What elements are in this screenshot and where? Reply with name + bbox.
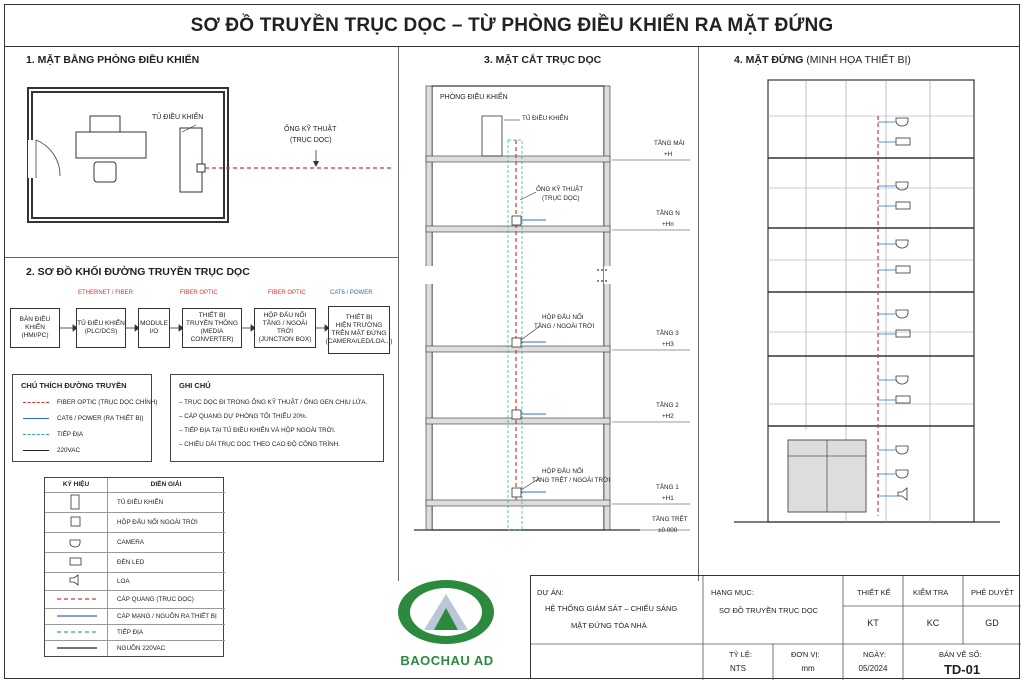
item-value: SƠ ĐỒ TRUYỀN TRỤC DỌC bbox=[719, 606, 819, 615]
sheet-label: BẢN VẼ SỐ: bbox=[939, 650, 982, 659]
symbol-row-cabinet: TỦ ĐIỀU KHIỂN bbox=[45, 492, 225, 512]
level-ground-elev: ±0.000 bbox=[658, 527, 678, 534]
section2-title: 2. SƠ ĐỒ KHỐI ĐƯỜNG TRUYỀN TRỤC DỌC bbox=[26, 266, 250, 278]
sheet-value: TD-01 bbox=[943, 662, 981, 677]
symbol-col1: KÝ HIỆU bbox=[62, 481, 90, 488]
symbol-row-speaker: LOA bbox=[45, 572, 225, 590]
symbol-row-220vac: NGUỒN 220VAC bbox=[45, 640, 225, 656]
level-roof-elev: +H bbox=[664, 151, 673, 158]
date-value: 05/2024 bbox=[858, 664, 888, 673]
level-n-elev: +Hn bbox=[662, 221, 674, 228]
scale-label: TỶ LỆ: bbox=[729, 650, 752, 659]
project-line-1: HỆ THỐNG GIÁM SÁT – CHIẾU SÁNG bbox=[545, 604, 678, 613]
legend-title: CHÚ THÍCH ĐƯỜNG TRUYỀN bbox=[21, 381, 127, 390]
design-label: THIẾT KẾ bbox=[857, 588, 891, 597]
room-label: PHÒNG ĐIỀU KHIỂN bbox=[440, 94, 508, 101]
level-1-elev: +H1 bbox=[662, 495, 674, 502]
level-3-name: TẦNG 3 bbox=[656, 330, 679, 337]
level-2-elev: +H2 bbox=[662, 413, 674, 420]
symbol-row-cat6: CÁP MẠNG / NGUỒN RA THIẾT BỊ bbox=[45, 608, 225, 624]
block-io-module: MODULE I/O bbox=[138, 308, 170, 348]
block-media-converter: THIẾT BỊ TRUYỀN THÔNG (MEDIA CONVERTER) bbox=[182, 308, 242, 348]
block-field-devices: THIẾT BỊ HIỆN TRƯỜNG TRÊN MẶT ĐỨNG (CAMERA/LED/LOA...) bbox=[328, 306, 390, 354]
jb-ground-label-1: HỘP ĐẤU NỐI bbox=[542, 468, 584, 475]
jb-ground-label-2: TẦNG TRỆT / NGOÀI TRỜI bbox=[532, 477, 611, 484]
project-line-2: MẶT ĐỨNG TÒA NHÀ bbox=[571, 621, 647, 630]
symbol-row-fiber: CÁP QUANG (TRỤC DỌC) bbox=[45, 590, 225, 608]
section3-cabinet-label: TỦ ĐIỀU KHIỂN bbox=[522, 115, 569, 122]
section3-duct-label-1: ỐNG KỸ THUẬT bbox=[536, 186, 584, 193]
note-1: – TRỤC DỌC ĐI TRONG ỐNG KỸ THUẬT / ỐNG GEN CHỊU LỬA. bbox=[179, 399, 368, 406]
legend-fiber: FIBER OPTIC (TRỤC DỌC CHÍNH) bbox=[23, 399, 157, 406]
section1-duct-label-1: ỐNG KỸ THUẬT bbox=[284, 126, 337, 133]
section1-title: 1. MẶT BẰNG PHÒNG ĐIỀU KHIỂN bbox=[26, 54, 200, 66]
level-n-name: TẦNG N bbox=[656, 210, 680, 217]
block-control-cabinet: TỦ ĐIỀU KHIỂN (PLC/DCS) bbox=[76, 308, 126, 348]
note-3: – TIẾP ĐỊA TẠI TỦ ĐIỀU KHIỂN VÀ HỘP NGOÀI TRỜI. bbox=[179, 427, 336, 434]
check-label: KIỂM TRA bbox=[913, 588, 949, 597]
jb-floor-label-2: TẦNG / NGOÀI TRỜI bbox=[534, 323, 595, 330]
symbol-row-junction: HỘP ĐẤU NỐI NGOÀI TRỜI bbox=[45, 512, 225, 532]
note-2: – CÁP QUANG DỰ PHÒNG TỐI THIỂU 20%. bbox=[179, 413, 308, 420]
approve-value: GD bbox=[985, 618, 999, 628]
link-label-2: FIBER OPTIC bbox=[180, 290, 218, 296]
symbol-row-ground: TIẾP ĐỊA bbox=[45, 624, 225, 640]
jb-floor-label-1: HỘP ĐẤU NỐI bbox=[542, 314, 584, 321]
unit-value: mm bbox=[801, 664, 815, 673]
section1-cabinet-label: TỦ ĐIỀU KHIỂN bbox=[152, 114, 204, 121]
level-3-elev: +H3 bbox=[662, 341, 674, 348]
project-label: DỰ ÁN: bbox=[537, 588, 564, 597]
level-roof-name: TẦNG MÁI bbox=[654, 140, 685, 147]
check-value: KC bbox=[926, 618, 940, 628]
symbol-row-camera: CAMERA bbox=[45, 532, 225, 552]
section3-duct-label-2: (TRỤC DỌC) bbox=[542, 195, 580, 202]
notes-title: GHI CHÚ bbox=[179, 381, 211, 390]
level-ground-name: TẦNG TRỆT bbox=[652, 516, 688, 523]
section3-title: 3. MẶT CẮT TRỤC DỌC bbox=[484, 54, 602, 66]
block-hmi: BÀN ĐIỀU KHIỂN (HMI/PC) bbox=[10, 308, 60, 348]
note-4: – CHIỀU DÀI TRỤC DỌC THEO CAO ĐỘ CÔNG TRÌNH. bbox=[179, 441, 340, 448]
block-junction-box: HỘP ĐẤU NỐI TẦNG / NGOÀI TRỜI (JUNCTION BOX) bbox=[254, 308, 316, 348]
scale-value: NTS bbox=[730, 664, 746, 673]
symbol-col2: DIỄN GIẢI bbox=[150, 481, 182, 488]
link-label-1: ETHERNET / FIBER bbox=[78, 290, 133, 296]
date-label: NGÀY: bbox=[863, 650, 886, 659]
section4-title: 4. MẶT ĐỨNG (MINH HỌA THIẾT BỊ) bbox=[734, 54, 911, 66]
link-label-4: CAT6 / POWER bbox=[330, 290, 373, 296]
level-1-name: TẦNG 1 bbox=[656, 484, 679, 491]
title-block bbox=[530, 575, 1020, 679]
design-value: KT bbox=[867, 618, 879, 628]
section1-duct-label-2: (TRỤC DỌC) bbox=[290, 137, 332, 144]
legend-cat6: CAT6 / POWER (RA THIẾT BỊ) bbox=[23, 415, 143, 422]
legend-ground: TIẾP ĐỊA bbox=[23, 431, 83, 438]
unit-label: ĐƠN VỊ: bbox=[791, 650, 820, 659]
link-label-3: FIBER OPTIC bbox=[268, 290, 306, 296]
item-label: HẠNG MỤC: bbox=[711, 588, 754, 597]
logo-name: BAOCHAU AD bbox=[400, 653, 494, 668]
symbol-row-led: ĐÈN LED bbox=[45, 552, 225, 572]
approve-label: PHÊ DUYỆT bbox=[971, 588, 1014, 597]
level-2-name: TẦNG 2 bbox=[656, 402, 679, 409]
legend-220vac: 220VAC bbox=[23, 447, 80, 454]
drawing-title: SƠ ĐỒ TRUYỀN TRỤC DỌC – TỪ PHÒNG ĐIỀU KHIỂN RA MẶT ĐỨNG bbox=[5, 5, 1019, 47]
